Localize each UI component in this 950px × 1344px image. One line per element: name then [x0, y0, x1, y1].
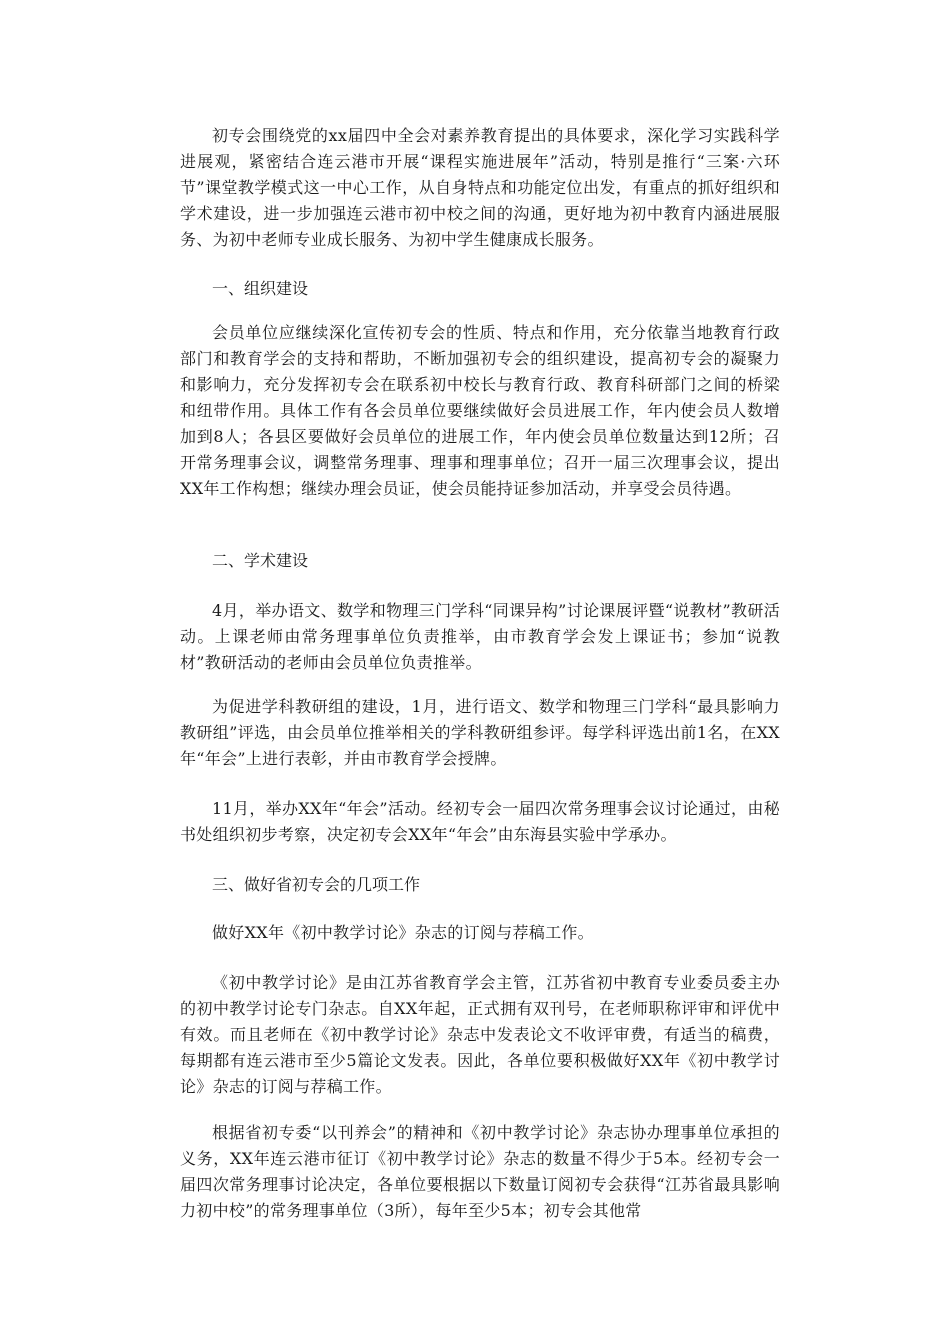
- section-2-heading: 二、学术建设: [212, 551, 309, 570]
- section-2-paragraph-3: 11月，举办XX年“年会”活动。经初专会一届四次常务理事会议讨论通过，由秘书处组织初步考察，决定初专会XX年“年会”由东海县实验中学承办。: [180, 799, 780, 844]
- section-2-paragraph-2: 为促进学科教研组的建设，1月，进行语文、数学和物理三门学科“最具影响力教研组”评选，由会员单位推举相关的学科教研组参评。每学科评选出前1名，在XX年“年会”上进行表彰，并由市教育学会授牌。: [180, 697, 780, 768]
- section-1-paragraph: 会员单位应继续深化宣传初专会的性质、特点和作用，充分依靠当地教育行政部门和教育学会的支持和帮助，不断加强初专会的组织建设，提高初专会的凝聚力和影响力，充分发挥初专会在联系初中校长与教育行政、教育科研部门之间的桥梁和纽带作用。具体工作有各会员单位要继续做好会员进展工作，年内使会员人数增加到8人；各县区要做好会员单位的进展工作，年内使会员单位数量达到12所；召开常务理事会议，调整常务理事、理事和理事单位；召开一届三次理事会议，提出XX年工作构想；继续办理会员证，使会员能持证参加活动，并享受会员待遇。: [180, 323, 780, 498]
- section-3-paragraph-3: 根据省初专委“以刊养会”的精神和《初中教学讨论》杂志协办理事单位承担的义务，XX年连云港市征订《初中教学讨论》杂志的数量不得少于5本。经初专会一届四次常务理事讨论决定，各单位要根据以下数量订阅初专会获得“江苏省最具影响力初中校”的常务理事单位（3所），每年至少5本；初专会其他常: [180, 1123, 780, 1220]
- section-3-paragraph-1: 做好XX年《初中教学讨论》杂志的订阅与荐稿工作。: [212, 923, 594, 942]
- section-1-heading: 一、组织建设: [212, 279, 309, 298]
- section-2-paragraph-1: 4月，举办语文、数学和物理三门学科“同课异构”讨论课展评暨“说教材”教研活动。上课老师由常务理事单位负责推举，由市教育学会发上课证书；参加“说教材”教研活动的老师由会员单位负责推举。: [180, 601, 780, 672]
- section-3-heading: 三、做好省初专会的几项工作: [212, 875, 421, 894]
- intro-paragraph: 初专会围绕党的xx届四中全会对素养教育提出的具体要求，深化学习实践科学进展观，紧密结合连云港市开展“课程实施进展年”活动，特别是推行“三案·六环节”课堂教学模式这一中心工作，从自身特点和功能定位出发，有重点的抓好组织和学术建设，进一步加强连云港市初中校之间的沟通，更好地为初中教育内涵进展服务、为初中老师专业成长服务、为初中学生健康成长服务。: [180, 126, 780, 249]
- section-3-paragraph-2: 《初中教学讨论》是由江苏省教育学会主管，江苏省初中教育专业委员委主办的初中教学讨论专门杂志。自XX年起，正式拥有双刊号，在老师职称评审和评优中有效。而且老师在《初中教学讨论》杂志中发表论文不收评审费，有适当的稿费，每期都有连云港市至少5篇论文发表。因此，各单位要积极做好XX年《初中教学讨论》杂志的订阅与荐稿工作。: [180, 973, 780, 1096]
